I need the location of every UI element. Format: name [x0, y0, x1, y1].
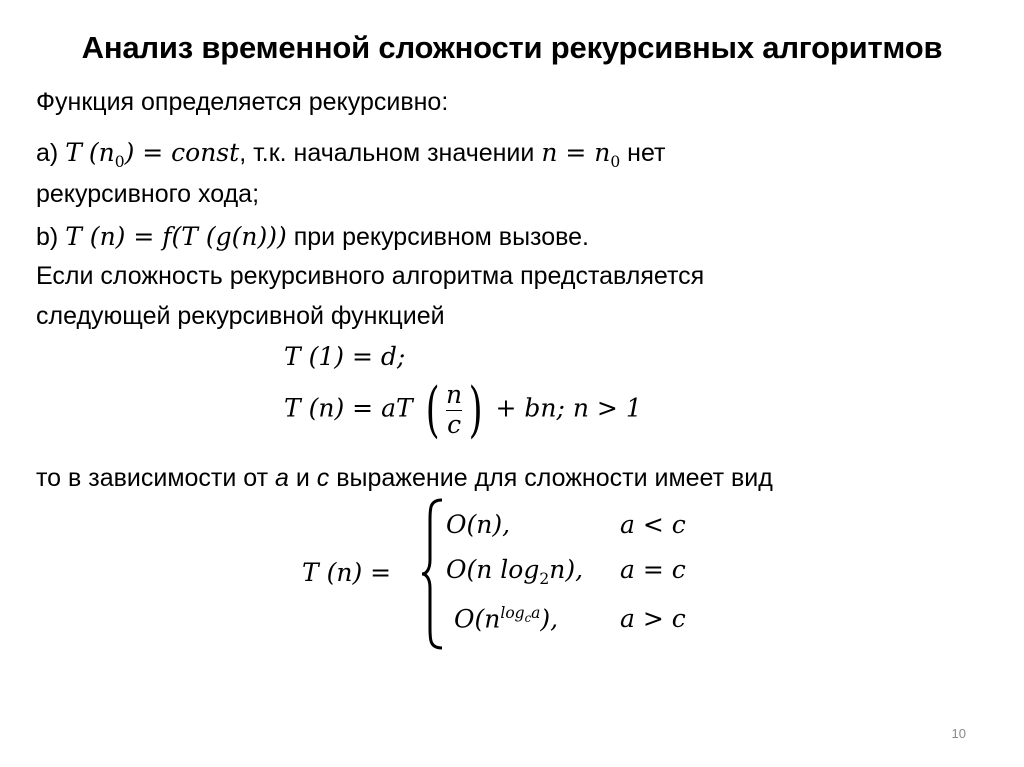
left-paren: ( [425, 375, 440, 445]
case-3-pre: O(n [454, 604, 501, 634]
curly-brace-icon [420, 498, 446, 650]
fraction-denominator: c [447, 409, 462, 439]
case-a-text: , т.к. начальном значении [239, 139, 542, 167]
case-2-condition: a = c [620, 555, 686, 584]
case-3-sup [500, 604, 541, 626]
case-a-label: а) [36, 139, 66, 167]
case-a-line [36, 138, 666, 171]
case-2-value [446, 555, 583, 588]
case-b-text: при рекурсивном вызове. [286, 223, 589, 251]
if-line-2: следующей рекурсивной функцией [36, 302, 445, 330]
case-a-sub0: 0 [114, 153, 125, 171]
then-text-3: выражение для сложности имеет вид [329, 464, 773, 492]
then-a: a [275, 464, 289, 492]
then-line [36, 464, 773, 493]
fraction-n-over-c [446, 382, 462, 438]
case-a-T: T [65, 138, 82, 167]
then-text-2: и [288, 464, 317, 492]
then-text-1: то в зависимости от [36, 464, 276, 492]
case-a-n: n = n [541, 138, 611, 167]
equation-2-right: + bn; n > 1 [487, 393, 642, 423]
if-line-1: Если сложность рекурсивного алгоритма представляется [36, 262, 705, 290]
right-paren: ) [468, 375, 483, 445]
case-b-formula: T (n) = f(T (g(n))) [65, 222, 287, 251]
case-a-line2: рекурсивного хода; [36, 180, 260, 208]
case-3-condition: a > c [620, 604, 686, 633]
case-a-eq: ) = const [124, 138, 240, 167]
case-3-sup-a: a [531, 604, 541, 622]
then-c: c [316, 464, 330, 492]
case-2-post: n), [549, 555, 584, 584]
equation-1: T (1) = d; [284, 342, 406, 371]
case-1-condition: a < c [620, 510, 686, 539]
case-3-sup-sub: c [524, 611, 532, 626]
case-b-line [36, 222, 589, 252]
equation-2 [284, 375, 642, 445]
intro-line: Функция определяется рекурсивно: [36, 88, 449, 116]
case-a-sub1: 0 [610, 153, 621, 171]
case-a-tail: нет [620, 139, 666, 167]
case-a-n0: (n [88, 138, 115, 167]
cases-lhs: T (n) = [302, 558, 392, 587]
case-1-value: O(n), [446, 510, 511, 539]
case-2-pre: O(n log [446, 555, 540, 584]
case-b-label: b) [36, 223, 66, 251]
case-3-post: ), [540, 604, 559, 634]
page-number: 10 [951, 726, 966, 741]
fraction-numerator: n [446, 380, 463, 410]
case-2-sub: 2 [539, 570, 550, 588]
case-3-value [454, 604, 558, 633]
slide-title: Анализ временной сложности рекурсивных алгоритмов [81, 30, 943, 65]
equation-2-left: T (n) = aT [284, 393, 421, 423]
case-3-sup-log: log [500, 604, 525, 622]
